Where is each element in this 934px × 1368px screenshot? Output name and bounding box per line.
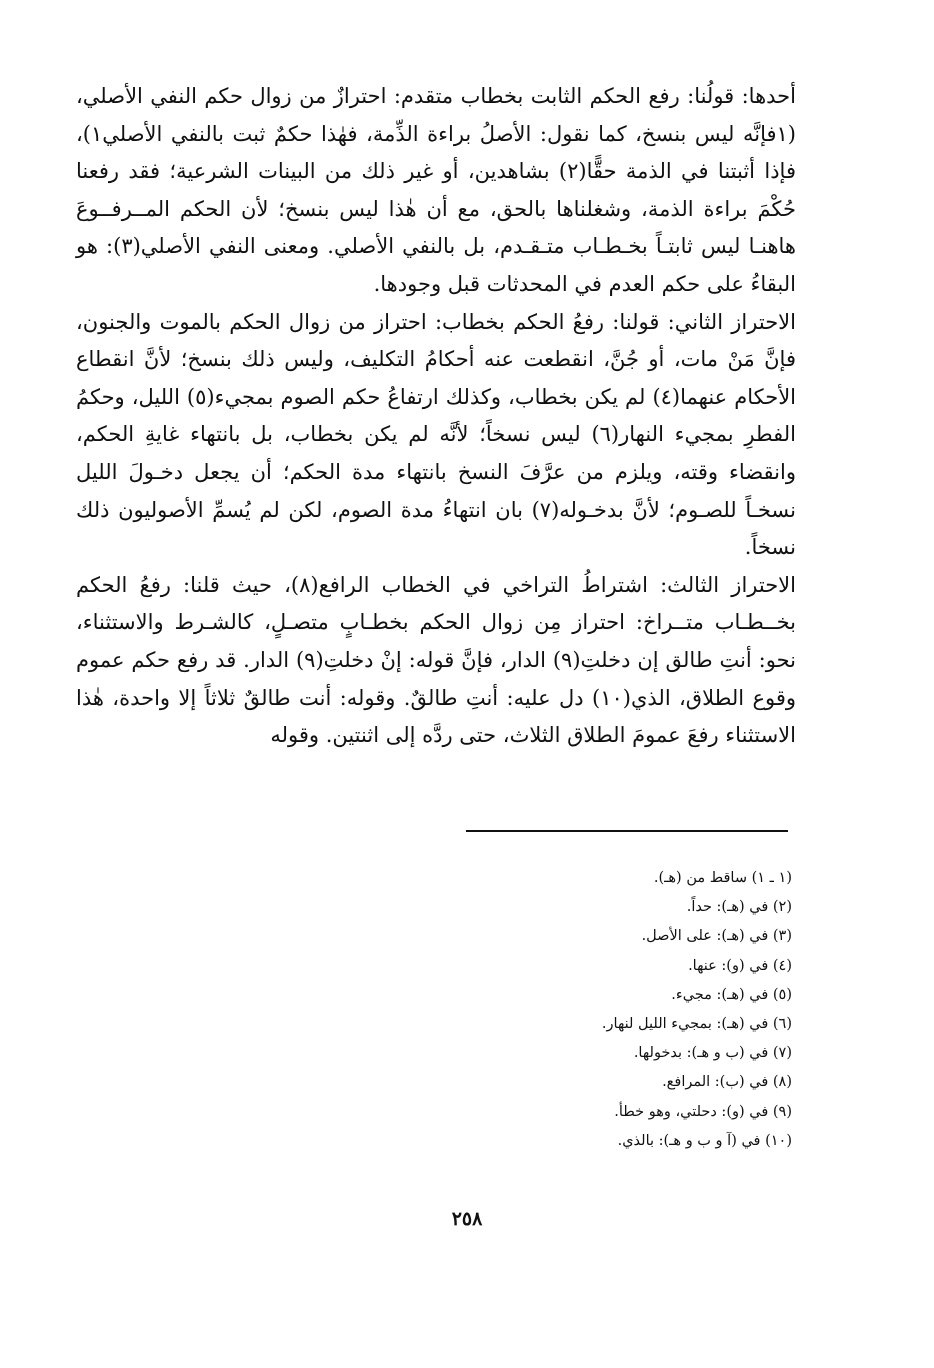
- paragraph-first-definition: أحدها: قولُنا: رفع الحكم الثابت بخطاب متقدم: احترازٌ من زوال حكم النفي الأصلي، (١فإنَّه ليس بنسخ، كما نقول: الأصلُ براءة الذِّمة، فهٰذا حكمٌ ثبت بالنفي الأصلي١)، فإذا أثبتنا في الذمة حقًّا(٢) بشاهدين، أو غير ذلك من البينات الشرعية؛ فقد رفعنا حُكْمَ براءة الذمة، وشغلناها بالحق، مع أن هٰذا ليس بنسخ؛ لأن الحكم المــرفــوعَ هاهنـا ليس ثابتـاً بخـطـاب متـقـدم، بل بالنفي الأصلي. ومعنى النفي الأصلي(٣): هو البقاءُ على حكم العدم في المحدثات قبل وجودها.: [76, 84, 797, 296]
- footnote: (٢) في (هـ): حداً.: [686, 899, 792, 916]
- footnote: (١٠) في (آ و ب و هـ): بالذي.: [617, 1132, 792, 1149]
- footnote: (٦) في (هـ): بمجيء الليل لنهار.: [601, 1016, 792, 1033]
- footnote: (١ ـ ١) ساقط من (هـ).: [653, 870, 792, 886]
- main-text: [76, 78, 796, 755]
- footnote: (٩) في (و): دحلتي، وهو خطأ.: [614, 1103, 792, 1120]
- page-number: ٢٥٨: [451, 1208, 483, 1230]
- paragraph-second-exception: الاحتراز الثاني: قولنا: رفعُ الحكم بخطاب: احتراز من زوال الحكم بالموت والجنون، فإنَّ مَنْ مات، أو جُنَّ، انقطعت عنه أحكامُ التكليف، وليس ذلك بنسخ؛ لأنَّ انقطاع الأحكام عنهما(٤) لم يكن بخطاب، وكذلك ارتفاعُ حكم الصوم بمجيء(٥) الليل، وحكمُ الفطرِ بمجيء النهار(٦) ليس نسخاً؛ لأنَّه لم يكن بخطاب، بل بانتهاء غايةِ الحكم، وانقضاء وقته، ويلزم من عرَّفَ النسخ بانتهاء مدة الحكم؛ أن يجعل دخـولَ الليل نسخـاً للصـوم؛ لأنَّ بدخـوله(٧) بان انتهاءُ مدة الصوم، لكن لم يُسمِّ الأصوليون ذلك نسخاً.: [76, 309, 796, 560]
- footnotes: [232, 864, 792, 1156]
- footnote: (٤) في (و): عنها.: [688, 957, 792, 974]
- footnote: (٧) في (ب و هـ): بدخولها.: [633, 1045, 792, 1062]
- footnote: (٨) في (ب): المرافع.: [662, 1074, 792, 1091]
- footnote: (٣) في (هـ): على الأصل.: [641, 928, 792, 945]
- footnote: (٥) في (هـ): مجيء.: [671, 986, 792, 1003]
- paragraph-third-exception: الاحتراز الثالث: اشتراطُ التراخي في الخطاب الرافع(٨)، حيث قلنا: رفعُ الحكم بخــطـاب متــراخ: احتراز مِن زوال الحكم بخطـابٍ متصـلٍ، كالشـرط والاستثناء، نحو: أنتِ طالق إن دخلتِ(٩) الدار، فإنَّ قوله: إنْ دخلتِ(٩) الدار. قد رفع حكم عموم وقوع الطلاق، الذي(١٠) دل عليه: أنتِ طالقٌ. وقوله: أنت طالقٌ ثلاثاً إلا واحدة، هٰذا الاستثناء رفعَ عمومَ الطلاق الثلاث، حتى ردَّه إلى اثنتين. وقوله: [76, 572, 797, 748]
- footnote-divider: [466, 830, 788, 832]
